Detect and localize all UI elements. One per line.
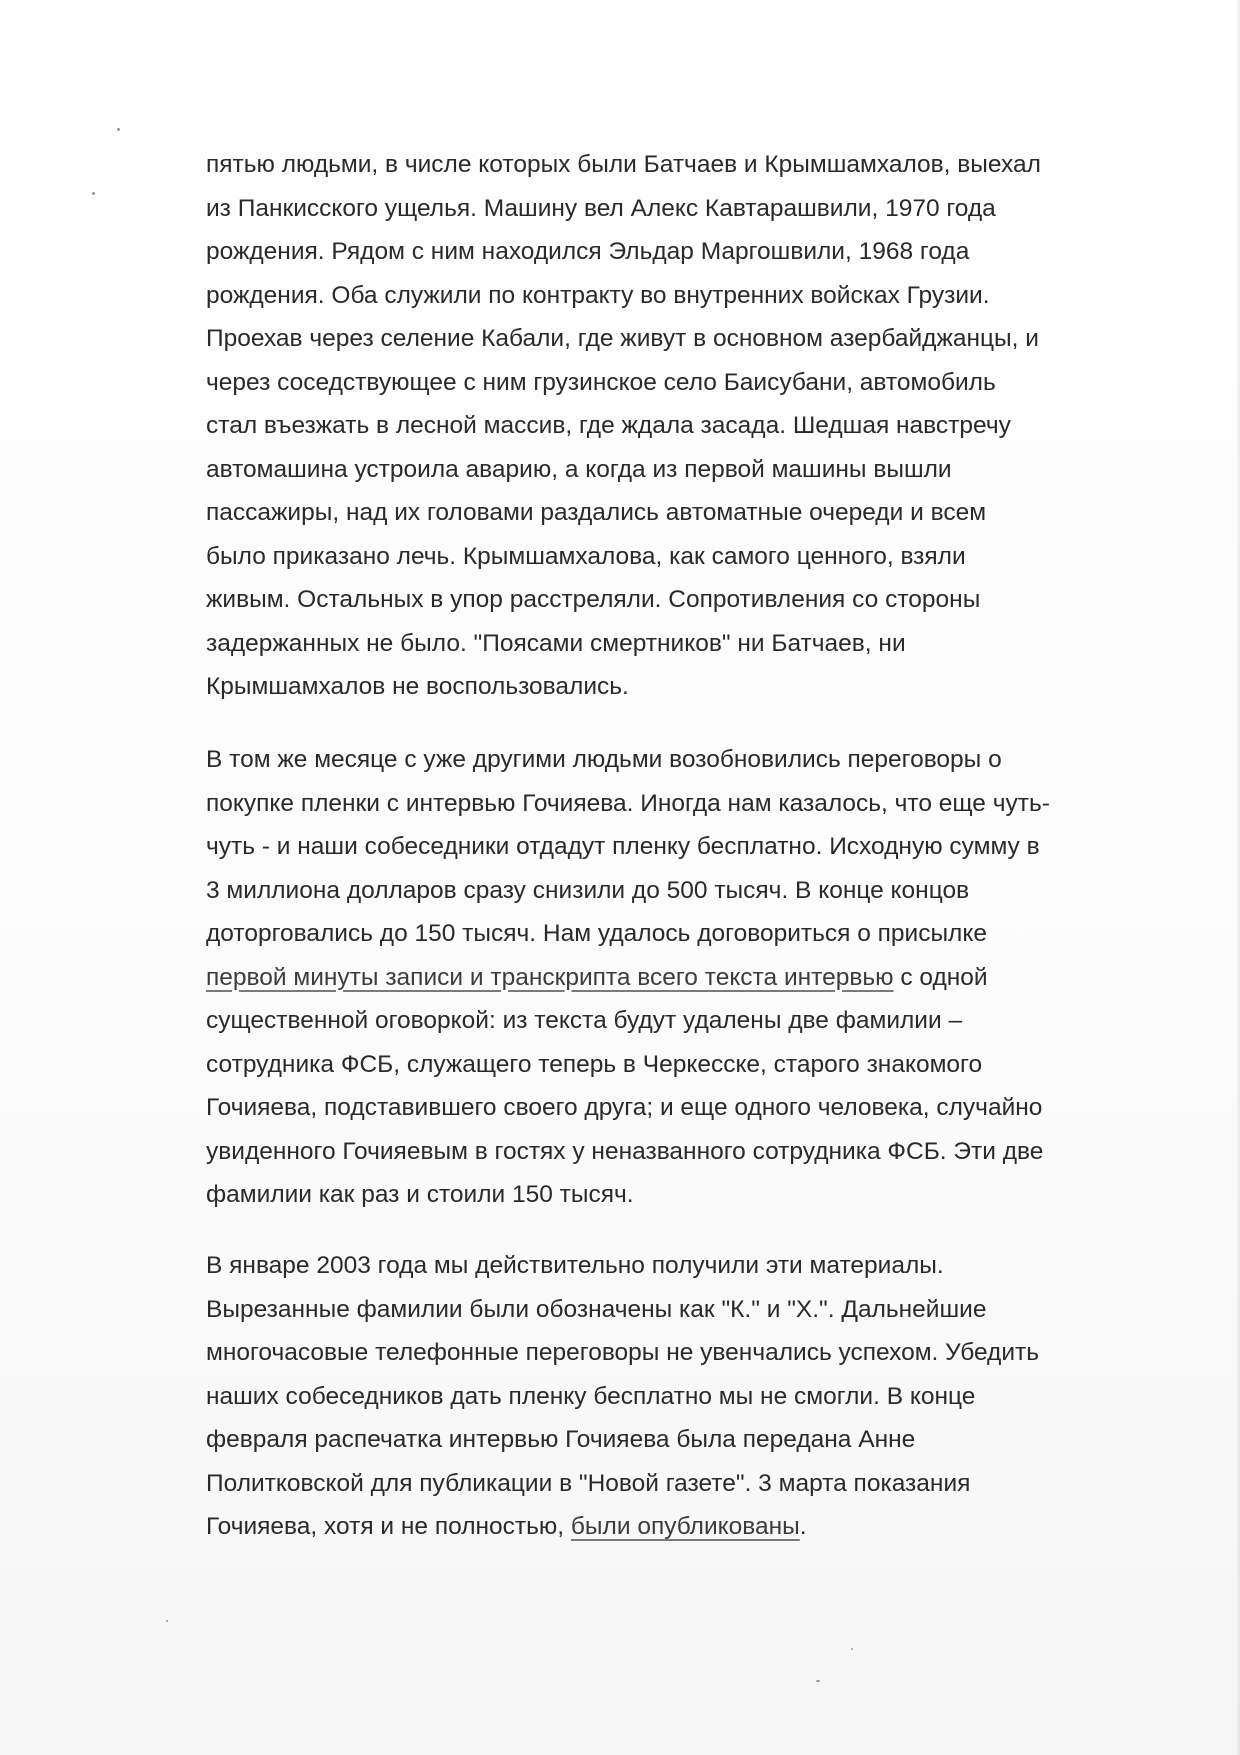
text-line: В январе 2003 года мы действительно получили эти материалы. bbox=[206, 1252, 944, 1279]
text-line: Политковской для публикации в "Новой газете". 3 марта показания bbox=[206, 1469, 971, 1497]
text-line: многочасовые телефонные переговоры не увенчались успехом. Убедить bbox=[206, 1339, 1039, 1366]
text-line: В том же месяце с уже другими людьми возобновились переговоры о bbox=[206, 746, 1002, 773]
text-line: сотрудника ФСБ, служащего теперь в Черкесске, старого знакомого bbox=[206, 1050, 983, 1078]
text-line: рождения. Рядом с ним находился Эльдар Маргошвили, 1968 года bbox=[206, 238, 970, 265]
paragraph-1 bbox=[206, 143, 1086, 709]
paragraph-3 bbox=[206, 1244, 1086, 1549]
text-line: стал въезжать в лесной массив, где ждала засада. Шедшая навстречу bbox=[206, 412, 1011, 439]
text-line: февраля распечатка интервью Гочияева была передана Анне bbox=[206, 1426, 916, 1453]
text-line-with-link bbox=[206, 1505, 1086, 1549]
scan-speck bbox=[92, 192, 95, 195]
text-line: Гочияева, подставившего своего друга; и еще одного человека, случайно bbox=[206, 1094, 1043, 1121]
interview-transcript-link[interactable]: первой минуты записи и транскрипта всего текста интервью bbox=[206, 963, 894, 991]
text-line: автомашина устроила аварию, а когда из первой машины вышли bbox=[206, 455, 952, 483]
text-line: существенной оговоркой: из текста будут удалены две фамилии – bbox=[206, 1007, 963, 1034]
text-line: наших собеседников дать пленку бесплатно мы не смогли. В конце bbox=[206, 1382, 976, 1410]
scan-speck bbox=[816, 1680, 820, 1682]
scan-speck bbox=[117, 128, 120, 131]
text-fragment: Гочияева, хотя и не полностью, bbox=[206, 1513, 571, 1540]
text-line: задержанных не было. "Поясами смертников" ни Батчаев, ни bbox=[206, 629, 906, 657]
text-fragment: . bbox=[799, 1513, 807, 1540]
text-line: через соседствующее с ним грузинское село Баисубани, автомобиль bbox=[206, 368, 996, 396]
text-line: пассажиры, над их головами раздались автоматные очереди и всем bbox=[206, 499, 987, 526]
paragraph-2 bbox=[206, 738, 1086, 1217]
text-line: Крымшамхалов не воспользовались. bbox=[206, 673, 629, 700]
text-line: чуть - и наши собеседники отдадут пленку бесплатно. Исходную сумму в bbox=[206, 833, 1040, 860]
text-line-with-link bbox=[206, 956, 1086, 1000]
text-line: Проехав через селение Кабали, где живут в основном азербайджанцы, и bbox=[206, 325, 1039, 352]
text-line: живым. Остальных в упор расстреляли. Сопротивления со стороны bbox=[206, 586, 981, 613]
text-line: покупке пленки с интервью Гочияева. Иногда нам казалось, что еще чуть- bbox=[206, 789, 1050, 817]
text-line: было приказано лечь. Крымшамхалова, как самого ценного, взяли bbox=[206, 542, 966, 570]
text-line: увиденного Гочияевым в гостях у неназванного сотрудника ФСБ. Эти две bbox=[206, 1137, 1044, 1165]
text-line: фамилии как раз и стоили 150 тысяч. bbox=[206, 1181, 634, 1208]
text-line: доторговались до 150 тысяч. Нам удалось договориться о присылке bbox=[206, 920, 987, 947]
text-line: Вырезанные фамилии были обозначены как "К." и "Х.". Дальнейшие bbox=[206, 1295, 987, 1323]
text-line: рождения. Оба служили по контракту во внутренних войсках Грузии. bbox=[206, 281, 990, 309]
text-line: из Панкисского ущелья. Машину вел Алекс Кавтарашвили, 1970 года bbox=[206, 194, 996, 222]
text-line: 3 миллиона долларов сразу снизили до 500 тысяч. В конце концов bbox=[206, 876, 970, 904]
scan-speck bbox=[851, 1648, 853, 1650]
published-link[interactable]: были опубликованы bbox=[570, 1513, 800, 1540]
page-edge-shadow bbox=[1236, 0, 1240, 1755]
text-fragment: с одной bbox=[893, 963, 988, 991]
scan-speck bbox=[166, 1620, 168, 1622]
text-line: пятью людьми, в числе которых были Батчаев и Крымшамхалов, выехал bbox=[206, 151, 1041, 178]
